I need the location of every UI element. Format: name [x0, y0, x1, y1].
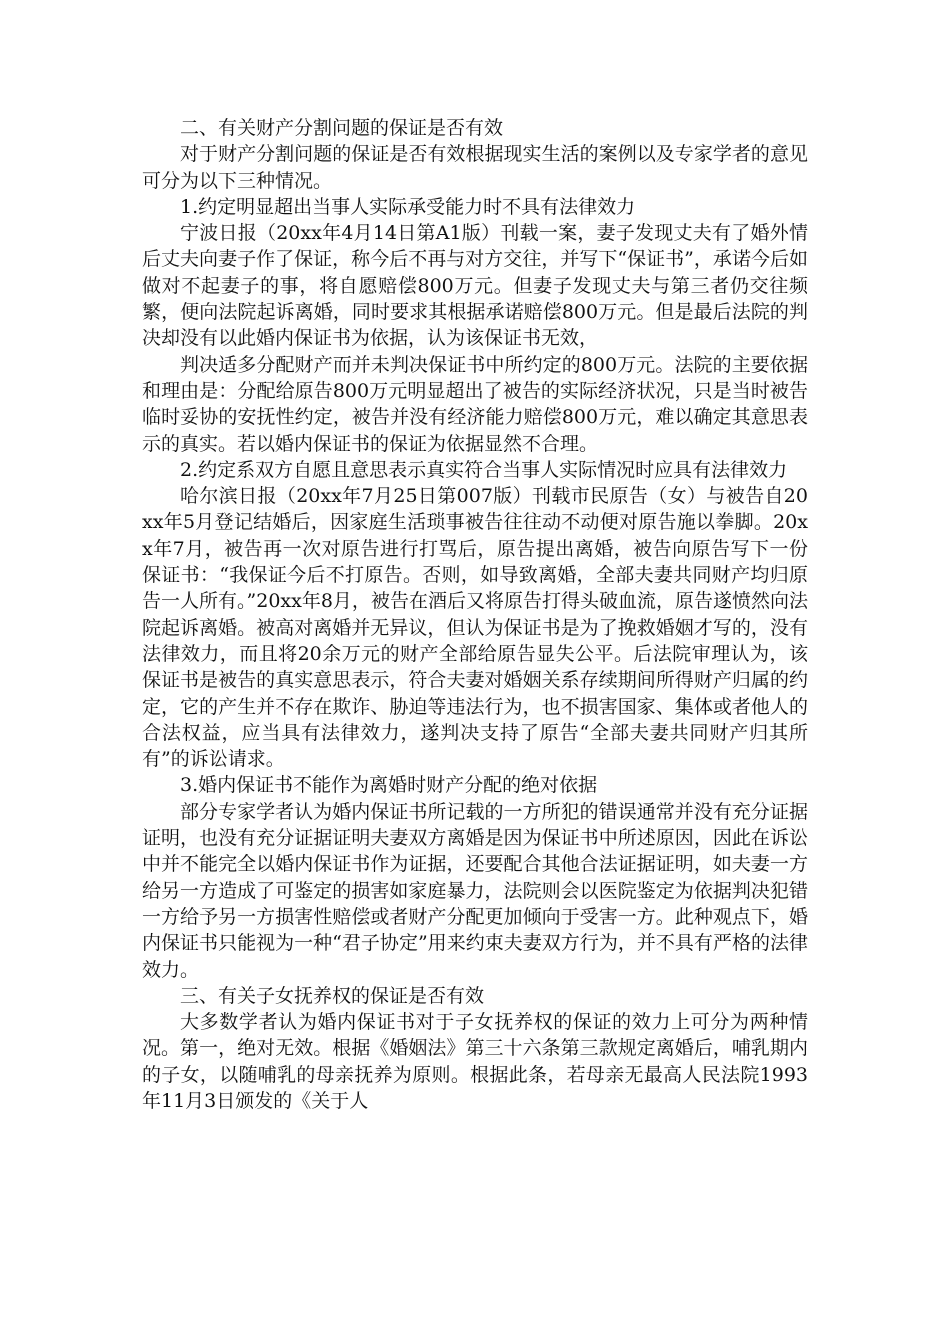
paragraph-ningbo-case: 宁波日报（20xx年4月14日第A1版）刊载一案，妻子发现丈夫有了婚外情后丈夫向妻子作了保证，称今后不再与对方交往，并写下“保证书”，承诺今后如做对不起妻子的事，将自愿赔偿800万元。但妻子发现丈夫与第三者仍交往频繁，便向法院起诉离婚，同时要求其根据承诺赔偿800万元。但是最后法院的判决却没有以此婚内保证书为依据，认为该保证书无效，: [142, 222, 808, 350]
paragraph-intro: 对于财产分割问题的保证是否有效根据现实生活的案例以及专家学者的意见可分为以下三种情况。: [142, 143, 808, 192]
document-body: [142, 115, 808, 1114]
subheading-2: 2.约定系双方自愿且意思表示真实符合当事人实际情况时应具有法律效力: [180, 458, 788, 481]
section-heading-custody: 三、有关子女抚养权的保证是否有效: [180, 984, 485, 1007]
subheading-3: 3.婚内保证书不能作为离婚时财产分配的绝对依据: [180, 774, 598, 797]
subheading-1: 1.约定明显超出当事人实际承受能力时不具有法律效力: [180, 195, 636, 218]
paragraph-harbin-case: 哈尔滨日报（20xx年7月25日第007版）刊载市民原告（女）与被告自20xx年5月登记结婚后，因家庭生活琐事被告往往动不动便对原告施以拳脚。20xx年7月，被告再一次对原告进行打骂后，原告提出离婚，被告向原告写下一份保证书：“我保证今后不打原告。否则，如导致离婚，全部夫妻共同财产均归原告一人所有。”20xx年8月，被告在酒后又将原告打得头破血流，原告遂愤然向法院起诉离婚。被高对离婚并无异议，但认为保证书是为了挽救婚姻才写的，没有法律效力，而且将20余万元的财产全部给原告显失公平。后法院审理认为，该保证书是被告的真实意思表示，符合夫妻对婚姻关系存续期间所得财产归属的约定，它的产生并不存在欺诈、胁迫等违法行为，也不损害国家、集体或者他人的合法权益，应当具有法律效力，遂判决支持了原告“全部夫妻共同财产归其所有”的诉讼请求。: [142, 485, 808, 771]
section-heading-property: 二、有关财产分割问题的保证是否有效: [180, 117, 504, 139]
paragraph-expert-opinion: 部分专家学者认为婚内保证书所记载的一方所犯的错误通常并没有充分证据证明，也没有充分证据证明夫妻双方离婚是因为保证书中所述原因，因此在诉讼中并不能完全以婚内保证书作为证据，还要配合其他合法证据证明，如夫妻一方给另一方造成了可鉴定的损害如家庭暴力，法院则会以医院鉴定为依据判决犯错一方给予另一方损害性赔偿或者财产分配更加倾向于受害一方。此种观点下，婚内保证书只能视为一种“君子协定”用来约束夫妻双方行为，并不具有严格的法律效力。: [142, 800, 808, 981]
paragraph-custody: 大多数学者认为婚内保证书对于子女抚养权的保证的效力上可分为两种情况。第一，绝对无效。根据《婚姻法》第三十六条第三款规定离婚后，哺乳期内的子女，以随哺乳的母亲抚养为原则。根据此条，若母亲无最高人民法院1993年11月3日颁发的《关于人: [142, 1011, 808, 1112]
paragraph-ningbo-judgment: 判决适多分配财产而并未判决保证书中所约定的800万元。法院的主要依据和理由是：分配给原告800万元明显超出了被告的实际经济状况，只是当时被告临时妥协的安抚性约定，被告并没有经济能力赔偿800万元，难以确定其意思表示的真实。若以婚内保证书的保证为依据显然不合理。: [142, 353, 808, 455]
